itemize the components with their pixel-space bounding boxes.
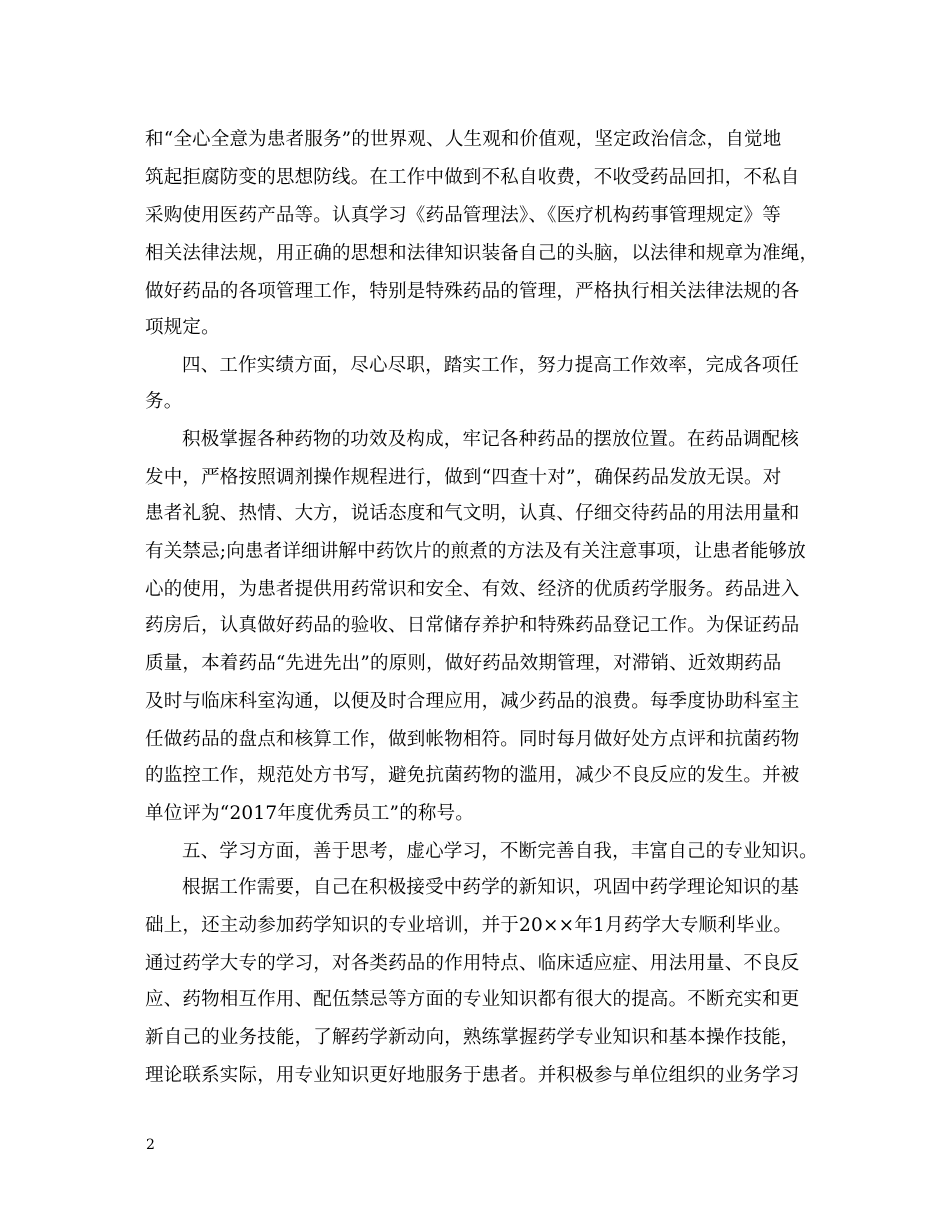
body-text-line: 相关法律法规，用正确的思想和法律知识装备自己的头脑，以法律和规章为准绳， xyxy=(145,243,819,264)
body-text-line: 通过药学大专的学习，对各类药品的作用特点、临床适应症、用法用量、不良反 xyxy=(145,953,800,974)
paragraph-first-line: 积极掌握各种药物的功效及构成，牢记各种药品的摆放位置。在药品调配核 xyxy=(182,429,800,450)
body-text-line: 有关禁忌;向患者详细讲解中药饮片的煎煮的方法及有关注意事项，让患者能够放 xyxy=(145,541,806,562)
body-text-line: 筑起拒腐防变的思想防线。在工作中做到不私自收费，不收受药品回扣，不私自 xyxy=(145,167,800,188)
body-text-line: 项规定。 xyxy=(145,317,220,338)
body-text-line: 应、药物相互作用、配伍禁忌等方面的专业知识都有很大的提高。不断充实和更 xyxy=(145,989,800,1010)
body-text-line: 药房后，认真做好药品的验收、日常储存养护和特殊药品登记工作。为保证药品 xyxy=(145,615,800,636)
body-text-line: 单位评为“2017年度优秀员工”的称号。 xyxy=(145,803,474,824)
body-text-line: 及时与临床科室沟通，以便及时合理应用，减少药品的浪费。每季度协助科室主 xyxy=(145,691,800,712)
body-text-line: 采购使用医药产品等。认真学习《药品管理法》、《医疗机构药事管理规定》等 xyxy=(145,205,782,226)
body-text-line: 质量，本着药品“先进先出”的原则，做好药品效期管理，对滞销、近效期药品 xyxy=(145,653,782,674)
section-heading: 五、学习方面，善于思考，虚心学习，不断完善自我，丰富自己的专业知识。 xyxy=(182,841,818,862)
body-text-line: 新自己的业务技能，了解药学新动向，熟练掌握药学专业知识和基本操作技能， xyxy=(145,1027,800,1048)
section-heading: 四、工作实绩方面，尽心尽职，踏实工作，努力提高工作效率，完成各项任 xyxy=(182,355,800,376)
page-number: 2 xyxy=(146,1137,155,1153)
body-text-line: 础上，还主动参加药学知识的专业培训，并于20××年1月药学大专顺利毕业。 xyxy=(145,915,793,936)
body-text-line: 和“全心全意为患者服务”的世界观、人生观和价值观，坚定政治信念，自觉地 xyxy=(145,129,782,150)
body-text-line: 患者礼貌、热情、大方，说话态度和气文明，认真、仔细交待药品的用法用量和 xyxy=(145,503,800,524)
body-text-line: 发中，严格按照调剂操作规程进行，做到“四查十对”，确保药品发放无误。对 xyxy=(145,467,782,488)
body-text-line: 做好药品的各项管理工作，特别是特殊药品的管理，严格执行相关法律法规的各 xyxy=(145,281,800,302)
body-text-line: 心的使用，为患者提供用药常识和安全、有效、经济的优质药学服务。药品进入 xyxy=(145,579,800,600)
body-text-line: 任做药品的盘点和核算工作，做到帐物相符。同时每月做好处方点评和抗菌药物 xyxy=(145,729,800,750)
body-text-line: 的监控工作，规范处方书写，避免抗菌药物的滥用，减少不良反应的发生。并被 xyxy=(145,765,800,786)
body-text-line: 理论联系实际，用专业知识更好地服务于患者。并积极参与单位组织的业务学习 xyxy=(145,1065,800,1086)
body-text-line: 务。 xyxy=(145,391,183,412)
paragraph-first-line: 根据工作需要，自己在积极接受中药学的新知识，巩固中药学理论知识的基 xyxy=(182,877,800,898)
